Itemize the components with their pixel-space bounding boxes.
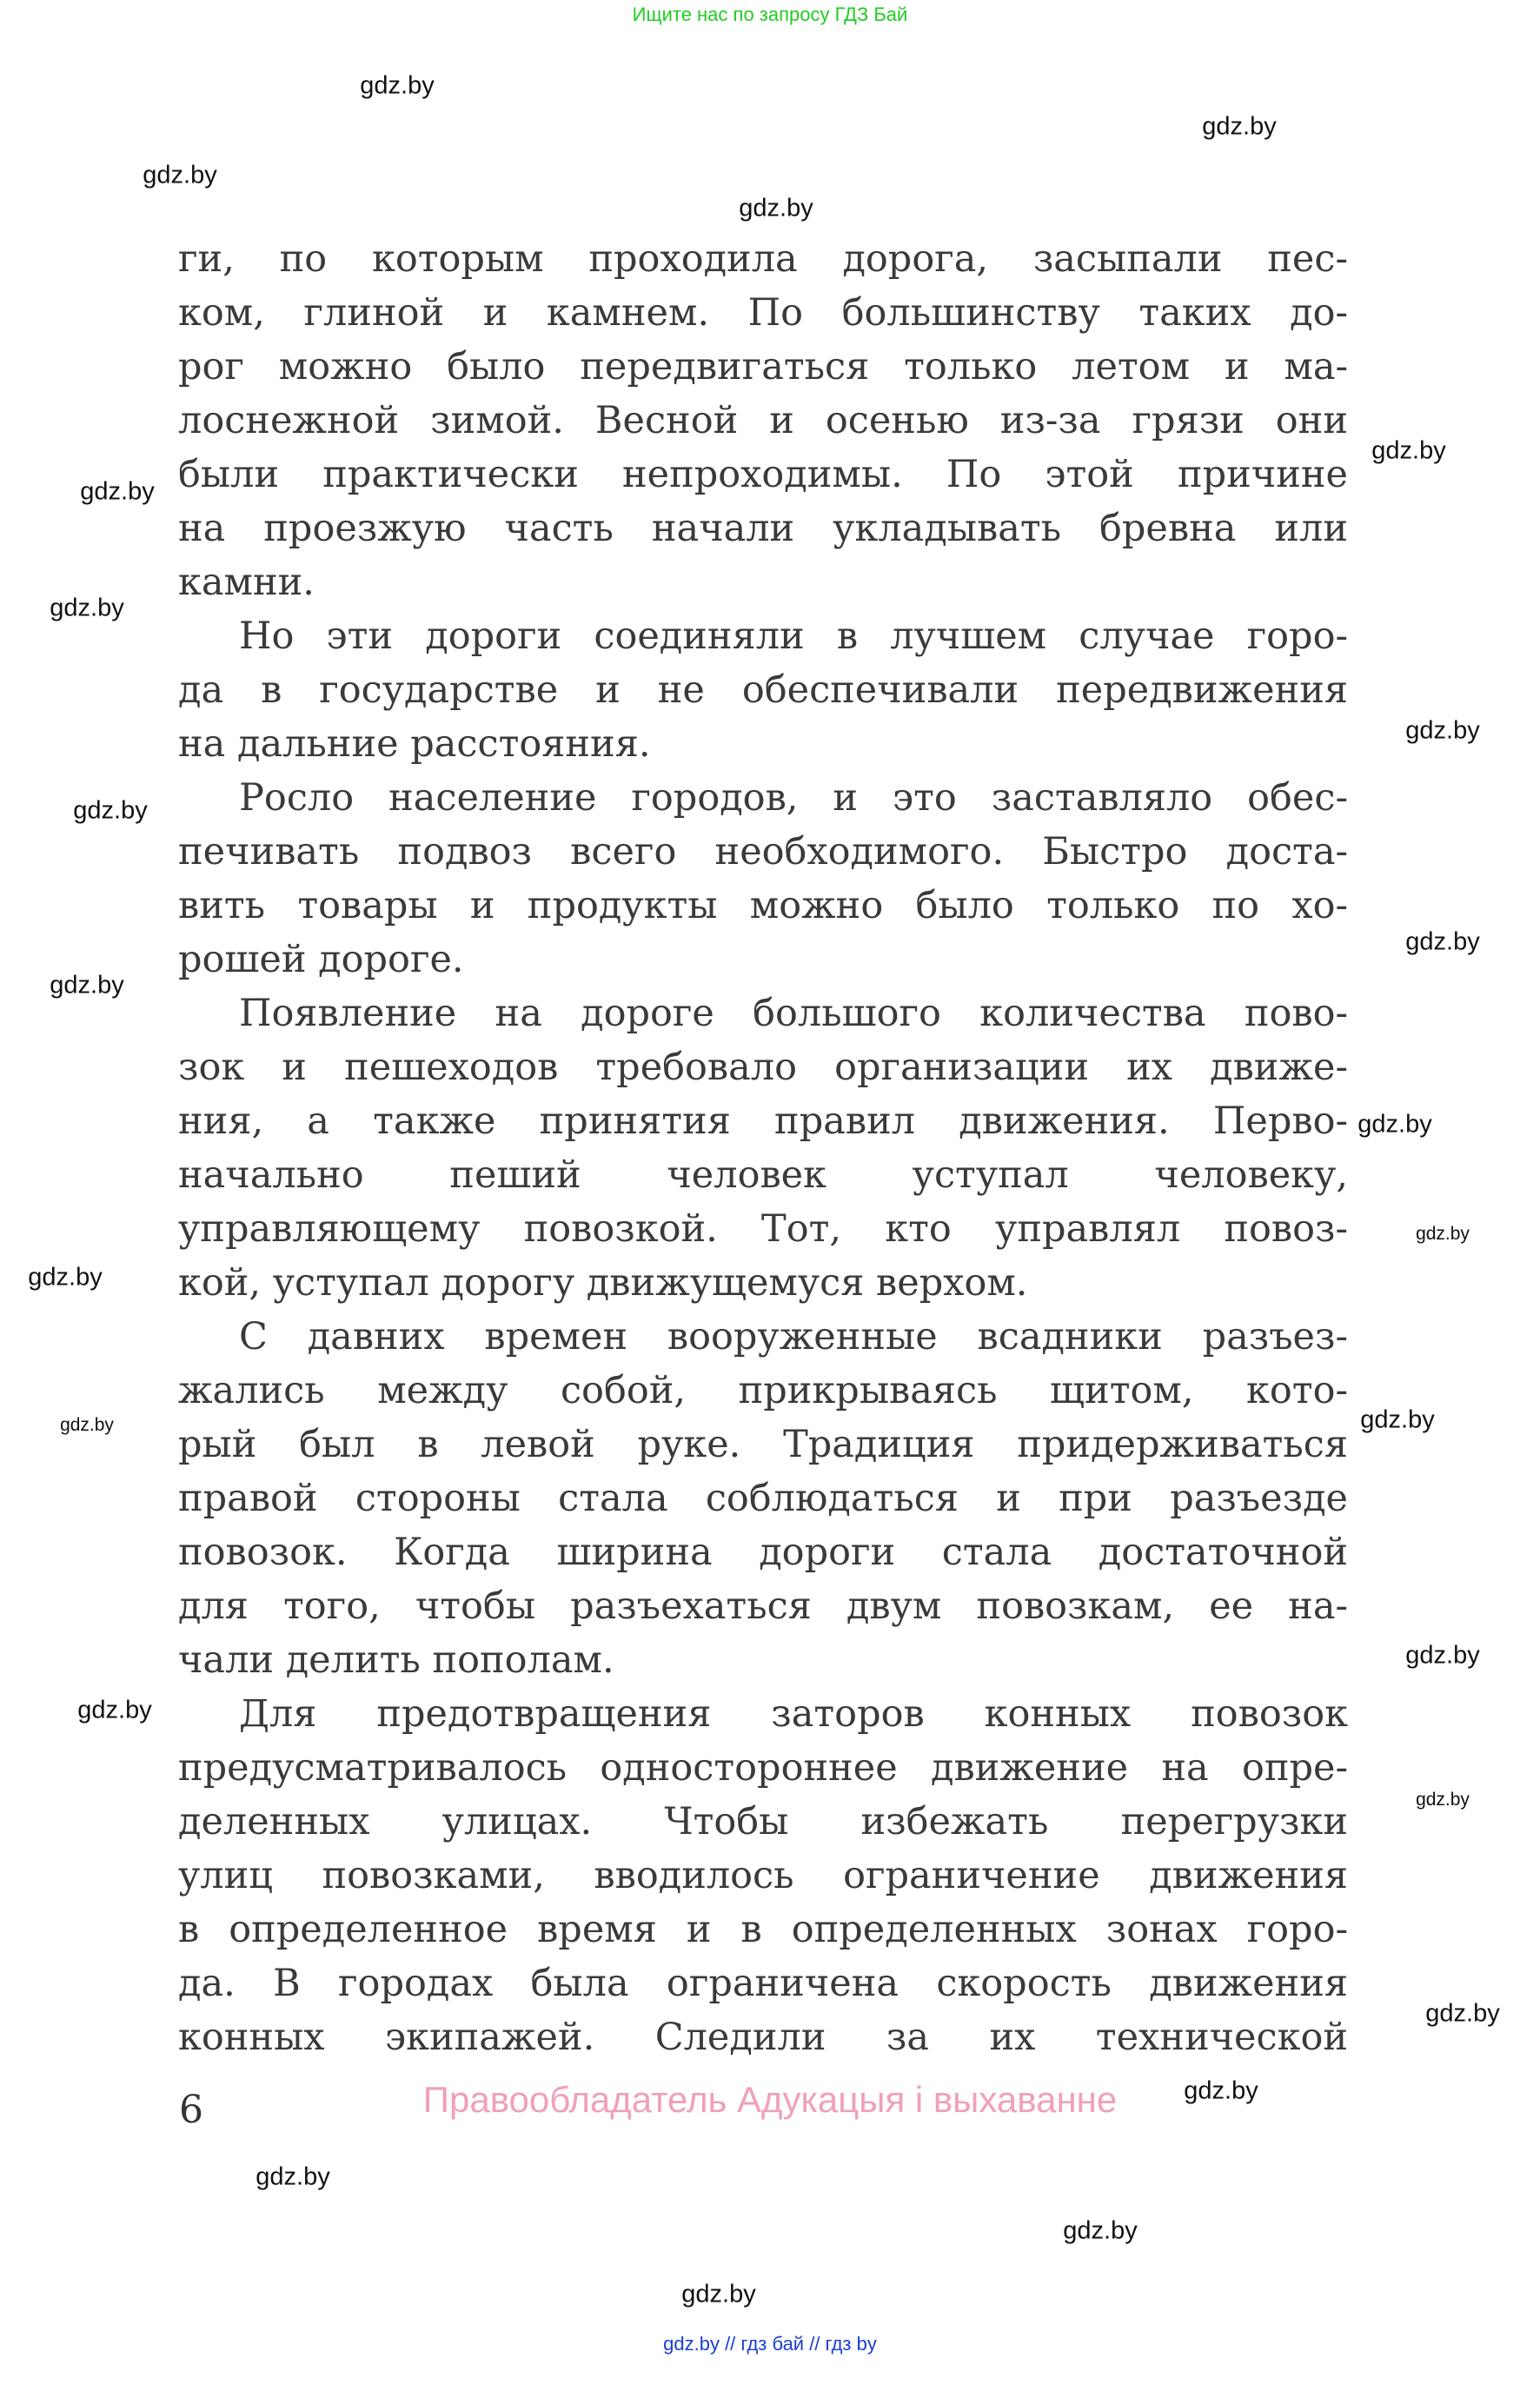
text-line: рый был в левой руке. Традиция придерживаться xyxy=(178,1423,1348,1466)
text-line: рошей дороге. xyxy=(178,938,464,981)
text-line: зок и пешеходов требовало организации их движе- xyxy=(178,1046,1348,1089)
text-line: ния, а также принятия правил движения. Перво- xyxy=(178,1099,1348,1143)
text-line: для того, чтобы разъехаться двум повозкам, ее на- xyxy=(178,1584,1348,1628)
watermark: gdz.by xyxy=(681,2280,756,2309)
watermark: gdz.by xyxy=(77,1696,152,1724)
watermark: gdz.by xyxy=(73,796,148,825)
watermark: gdz.by xyxy=(80,477,155,506)
text-line: чали делить пополам. xyxy=(178,1638,614,1682)
watermark: gdz.by xyxy=(1416,1224,1470,1244)
text-line: лоснежной зимой. Весной и осенью из-за грязи они xyxy=(178,399,1348,442)
text-line: Росло население городов, и это заставляло обес- xyxy=(239,776,1348,820)
text-line: Для предотвращения заторов конных повозок xyxy=(239,1692,1348,1736)
copyright-notice: Правообладатель Адукацыя і выхаванне xyxy=(422,2079,1118,2120)
text-line: управляющему повозкой. Тот, кто управлял повоз- xyxy=(178,1207,1348,1251)
text-line: на проезжую часть начали укладывать бревна или xyxy=(178,507,1348,550)
footer-links-banner[interactable]: gdz.by // гдз бай // гдз by xyxy=(663,2333,877,2355)
text-line: начально пеший человек уступал человеку, xyxy=(178,1153,1348,1197)
watermark: gdz.by xyxy=(1416,1790,1470,1810)
text-line: печивать подвоз всего необходимого. Быстро доста- xyxy=(178,830,1348,874)
text-line: С давних времен вооруженные всадники разъез- xyxy=(239,1315,1348,1359)
watermark: gdz.by xyxy=(1405,1641,1480,1670)
watermark: gdz.by xyxy=(50,971,124,1000)
text-line: вить товары и продукты можно было только по хо- xyxy=(178,884,1348,927)
text-line: да в государстве и не обеспечивали передвижения xyxy=(178,668,1348,712)
watermark: gdz.by xyxy=(256,2162,330,2191)
watermark: gdz.by xyxy=(1184,2076,1258,2105)
text-line: ги, по которым проходила дорога, засыпали пес- xyxy=(178,237,1348,281)
text-line: деленных улицах. Чтобы избежать перегрузки xyxy=(178,1800,1348,1844)
text-line: в определенное время и в определенных зонах горо- xyxy=(178,1908,1348,1951)
watermark: gdz.by xyxy=(1357,1110,1432,1139)
text-line: конных экипажей. Следили за их технической xyxy=(178,2016,1348,2059)
text-line: повозок. Когда ширина дороги стала достаточной xyxy=(178,1531,1348,1574)
text-line: жались между собой, прикрываясь щитом, кото- xyxy=(178,1369,1348,1412)
text-line: рог можно было передвигаться только летом и ма- xyxy=(178,345,1348,389)
text-line: Появление на дороге большого количества пово- xyxy=(239,992,1348,1035)
text-line: камни. xyxy=(178,561,315,604)
text-line: кой, уступал дорогу движущемуся верхом. xyxy=(178,1261,1028,1305)
watermark: gdz.by xyxy=(60,1415,114,1435)
watermark: gdz.by xyxy=(50,594,124,622)
text-line: Но эти дороги соединяли в лучшем случае горо- xyxy=(239,615,1348,658)
watermark: gdz.by xyxy=(1360,1405,1435,1434)
page-number: 6 xyxy=(179,2088,203,2132)
watermark: gdz.by xyxy=(143,161,217,189)
watermark: gdz.by xyxy=(1425,1999,1500,2028)
watermark: gdz.by xyxy=(28,1263,103,1292)
watermark: gdz.by xyxy=(739,194,813,223)
watermark: gdz.by xyxy=(1405,716,1480,745)
text-line: да. В городах была ограничена скорость движения xyxy=(178,1962,1348,2005)
text-line: были практически непроходимы. По этой причине xyxy=(178,453,1348,496)
text-line: на дальние расстояния. xyxy=(178,722,651,766)
watermark: gdz.by xyxy=(1371,436,1446,465)
text-line: улиц повозками, вводилось ограничение движения xyxy=(178,1854,1348,1897)
text-line: ком, глиной и камнем. По большинству таких до- xyxy=(178,291,1348,335)
watermark: gdz.by xyxy=(360,71,435,100)
watermark: gdz.by xyxy=(1405,927,1480,956)
text-line: правой стороны стала соблюдаться и при разъезде xyxy=(178,1477,1348,1520)
watermark: gdz.by xyxy=(1202,112,1277,141)
text-line: предусматривалось одностороннее движение на опре- xyxy=(178,1746,1348,1790)
search-hint-banner: Ищите нас по запросу ГДЗ Бай xyxy=(632,3,908,25)
watermark: gdz.by xyxy=(1063,2216,1138,2245)
body-text xyxy=(178,237,1348,2069)
